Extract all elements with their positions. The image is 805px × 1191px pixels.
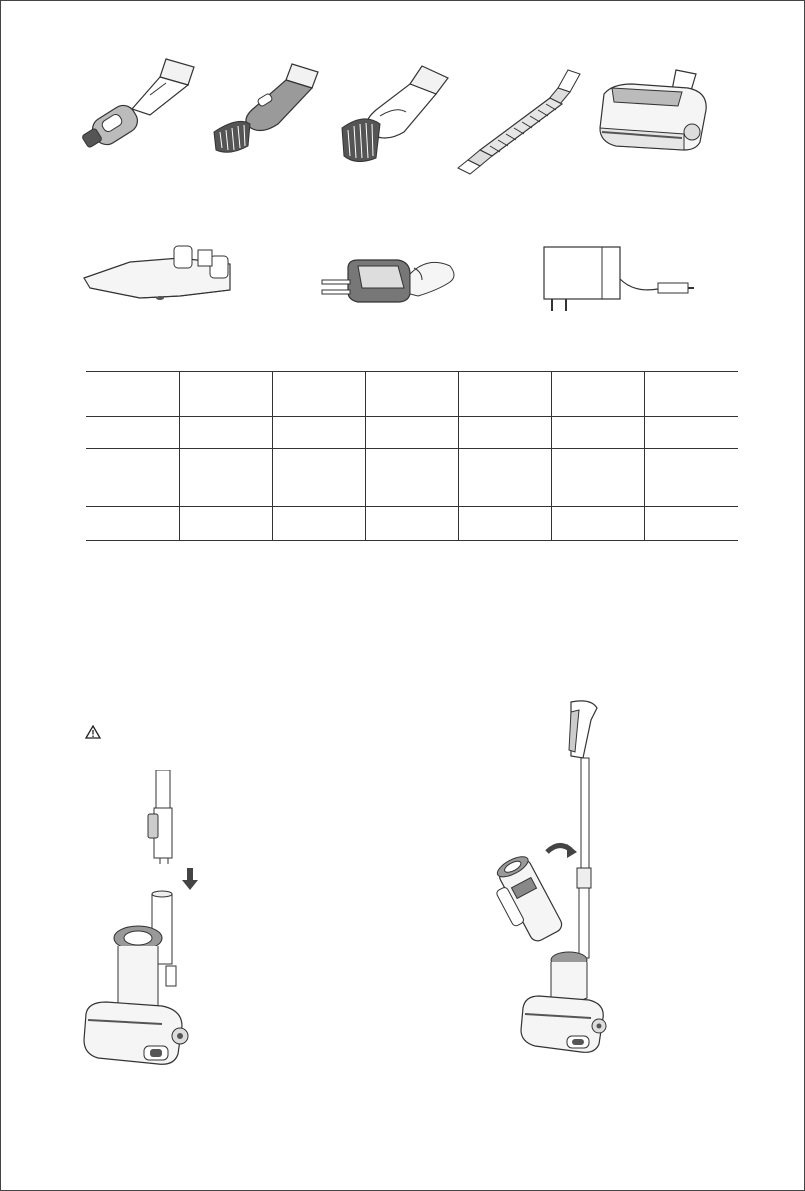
spec-table: [86, 371, 738, 541]
table-cell: [365, 449, 458, 507]
table-cell: [645, 449, 738, 507]
power-adapter-illustration: [538, 243, 698, 315]
table-cell: [272, 507, 365, 541]
table-cell: [179, 417, 272, 449]
warning-triangle-icon: [85, 725, 101, 739]
table-cell: [179, 449, 272, 507]
table-cell: [459, 449, 552, 507]
table-cell: [179, 372, 272, 417]
crevice-tool-illustration: [80, 55, 200, 155]
table-cell: [645, 417, 738, 449]
charging-holder-illustration: [318, 252, 460, 312]
table-row: [86, 372, 738, 417]
table-row: [86, 449, 738, 507]
extension-hose-illustration: [452, 64, 592, 176]
assembly-step-rotate-illustration: [495, 698, 625, 1070]
arrow-down-icon: [182, 868, 198, 890]
table-cell: [552, 507, 645, 541]
table-cell: [365, 507, 458, 541]
wall-bracket-illustration: [80, 240, 240, 305]
table-cell: [86, 507, 179, 541]
table-cell: [645, 507, 738, 541]
wide-brush-illustration: [340, 62, 455, 162]
table-cell: [86, 417, 179, 449]
table-cell: [272, 372, 365, 417]
table-cell: [272, 417, 365, 449]
table-cell: [459, 507, 552, 541]
table-cell: [86, 372, 179, 417]
table-row: [86, 507, 738, 541]
table-cell: [179, 507, 272, 541]
table-cell: [365, 372, 458, 417]
assembly-step-insert-illustration: [78, 770, 208, 1070]
table-cell: [552, 372, 645, 417]
mini-motorized-brush-illustration: [592, 66, 716, 166]
table-cell: [365, 417, 458, 449]
table-cell: [272, 449, 365, 507]
table-cell: [645, 372, 738, 417]
table-row: [86, 417, 738, 449]
table-cell: [459, 417, 552, 449]
table-cell: [552, 417, 645, 449]
table-cell: [86, 449, 179, 507]
table-cell: [552, 449, 645, 507]
dusting-brush-illustration: [208, 60, 323, 160]
table-cell: [459, 372, 552, 417]
